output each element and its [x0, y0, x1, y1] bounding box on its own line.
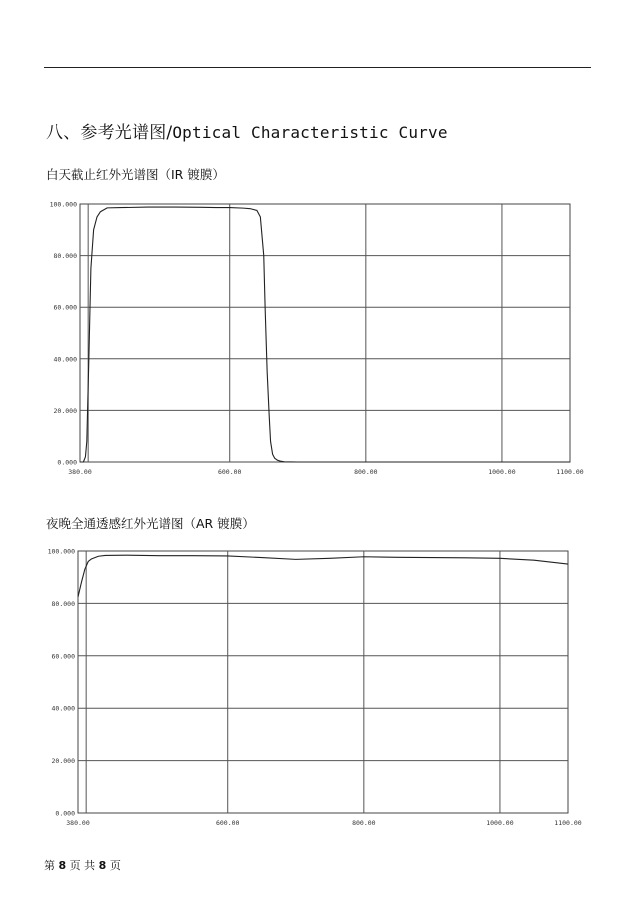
y-tick-label: 60.000 [53, 303, 77, 312]
ar-chart-title: 夜晚全通透感红外光谱图（AR 镀膜） [46, 516, 255, 531]
x-tick-label: 1100.00 [556, 468, 584, 476]
y-tick-label: 80.000 [51, 599, 75, 608]
y-tick-label: 100.000 [47, 547, 75, 556]
x-tick-label: 380.00 [66, 819, 90, 827]
y-tick-label: 0.000 [57, 458, 77, 467]
ir-chart-title: 白天截止红外光谱图（IR 镀膜） [46, 167, 225, 182]
footer-total-pages: 8 [98, 859, 107, 872]
y-tick-label: 100.000 [49, 200, 77, 209]
x-tick-label: 800.00 [354, 468, 378, 476]
y-tick-label: 20.000 [53, 406, 77, 415]
footer-text-3: 页 [109, 859, 121, 872]
footer-page-number: 8 [58, 859, 67, 872]
y-tick-label: 20.000 [51, 757, 75, 766]
y-tick-label: 80.000 [53, 252, 77, 261]
y-tick-label: 60.000 [51, 652, 75, 661]
footer-text-2: 页 共 [69, 859, 96, 872]
plot-frame [78, 551, 568, 813]
transmittance-curve [78, 555, 568, 597]
y-tick-label: 40.000 [53, 355, 77, 364]
page-footer [44, 857, 121, 873]
y-tick-label: 40.000 [51, 704, 75, 713]
x-tick-label: 800.00 [352, 819, 376, 827]
x-tick-label: 380.00 [68, 468, 92, 476]
heading-prefix: 八、参考光谱图/ [46, 123, 173, 143]
x-tick-label: 1000.00 [486, 819, 514, 827]
heading-latin: Optical Characteristic Curve [172, 123, 448, 142]
y-tick-label: 0.000 [55, 809, 75, 818]
x-tick-label: 1000.00 [488, 468, 516, 476]
x-tick-label: 600.00 [217, 468, 242, 476]
footer-text-1: 第 [44, 859, 55, 872]
x-tick-label: 1100.00 [554, 819, 582, 827]
x-tick-label: 600.00 [215, 819, 240, 827]
